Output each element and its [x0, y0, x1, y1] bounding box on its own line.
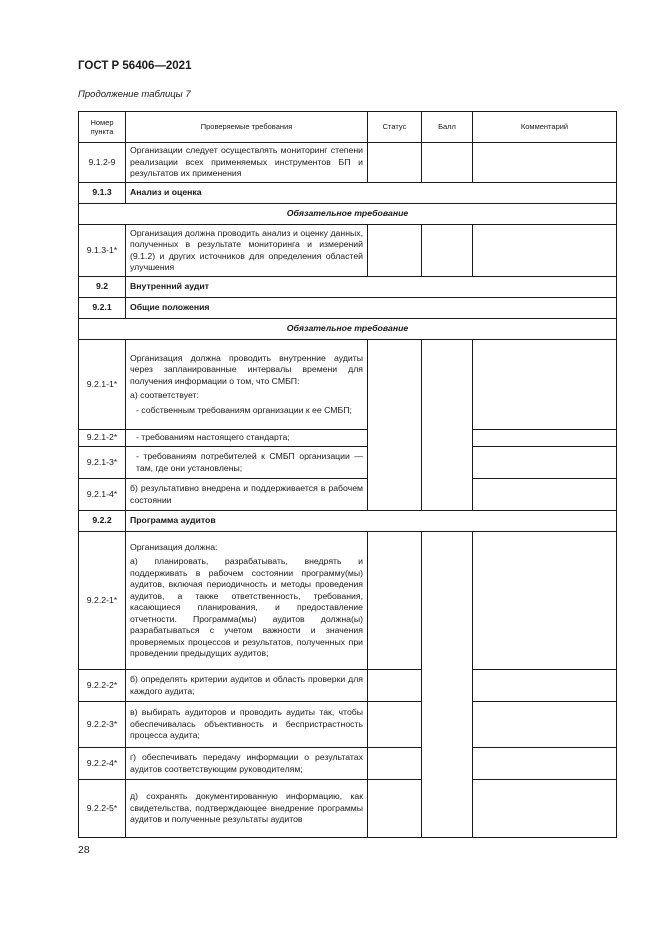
status-cell[interactable] — [368, 748, 422, 780]
table-body — [79, 143, 617, 838]
requirement-text — [126, 670, 368, 702]
requirement-text — [126, 532, 368, 670]
status-cell[interactable] — [368, 702, 422, 748]
requirement-line: д) сохранять документированную информацию, как свидетельства, подтверждающее внедрение программы аудитов и полученные результаты аудитов — [130, 791, 363, 825]
requirement-text — [126, 479, 368, 511]
section-heading: Общие положения — [126, 298, 617, 319]
table-header-row — [79, 112, 617, 143]
table-row — [79, 447, 617, 479]
table-row — [79, 319, 617, 340]
column-header-status: Статус — [368, 112, 422, 143]
requirement-line: Организация должна проводить анализ и оценку данных, полученных в результате мониторинга и измерений (9.1.2) и других источников для определения областей улучшения — [130, 227, 363, 272]
requirement-line: - собственным требованиям организации к ее СМБП; — [136, 404, 352, 415]
clause-number: 9.2.1-3* — [79, 447, 126, 479]
table-row — [79, 204, 617, 225]
table-row — [79, 340, 617, 430]
comment-cell[interactable] — [473, 748, 617, 780]
comment-cell[interactable] — [473, 670, 617, 702]
requirement-line: б) результативно внедрена и поддерживается в рабочем состоянии — [130, 483, 363, 505]
table-row — [79, 143, 617, 183]
requirement-line: а) планировать, разрабатывать, внедрять и поддерживать в рабочем состоянии программу(мы) аудитов, включая периодичность и методы проведения аудитов, а также ответственность, требования, касающиеся планирования, и предоставление отчетности. Программа(мы) аудитов должна(ы) разрабатываться с учетом важности и значения проверяемых процессов и результатов, полученных при проведении предыдущих аудитов; — [130, 556, 363, 658]
table-row — [79, 702, 617, 748]
column-header-comment: Комментарий — [473, 112, 617, 143]
section-heading: Анализ и оценка — [126, 183, 617, 204]
clause-number: 9.2.2-1* — [79, 532, 126, 670]
table-row — [79, 511, 617, 532]
comment-cell[interactable] — [473, 780, 617, 838]
page-number: 28 — [78, 844, 90, 856]
requirement-text — [126, 702, 368, 748]
status-cell[interactable] — [368, 143, 422, 183]
requirement-line: - требованиям настоящего стандарта; — [136, 432, 290, 443]
comment-cell[interactable] — [473, 340, 617, 430]
section-heading: Программа аудитов — [126, 511, 617, 532]
table-row — [79, 225, 617, 277]
requirement-line: Организации следует осуществлять мониторинг степени реализации всех применяемых инструментов БП и результатов их применения — [130, 145, 363, 179]
comment-cell[interactable] — [473, 447, 617, 479]
comment-cell[interactable] — [473, 702, 617, 748]
table-row — [79, 532, 617, 670]
score-cell[interactable] — [422, 340, 473, 511]
status-cell[interactable] — [368, 225, 422, 277]
requirement-text — [126, 780, 368, 838]
score-cell[interactable] — [422, 143, 473, 183]
clause-number: 9.2.1-2* — [79, 430, 126, 447]
table-row — [79, 780, 617, 838]
requirement-line: Организация должна проводить внутренние аудиты через запланированные интервалы времени для получения информации о том, что СМБП: — [130, 352, 363, 386]
table-row — [79, 298, 617, 319]
clause-number: 9.1.3 — [79, 183, 126, 204]
column-header-requirements: Проверяемые требования — [126, 112, 368, 143]
status-cell[interactable] — [368, 670, 422, 702]
requirement-text — [126, 225, 368, 277]
requirement-line: - требованиям потребителей к СМБП организации — там, где они установлены; — [136, 451, 363, 473]
document-code: ГОСТ Р 56406—2021 — [78, 60, 192, 72]
table-row — [79, 430, 617, 447]
table-row — [79, 183, 617, 204]
table-row — [79, 479, 617, 511]
table-row — [79, 748, 617, 780]
column-header-score: Балл — [422, 112, 473, 143]
comment-cell[interactable] — [473, 532, 617, 670]
score-cell[interactable] — [422, 225, 473, 277]
status-cell[interactable] — [368, 780, 422, 838]
comment-cell[interactable] — [473, 479, 617, 511]
mandatory-requirement-label: Обязательное требование — [79, 319, 617, 340]
requirement-line: а) соответствует: — [130, 390, 199, 401]
clause-number: 9.2.2 — [79, 511, 126, 532]
clause-number: 9.2.1-1* — [79, 340, 126, 430]
clause-number: 9.1.2-9 — [79, 143, 126, 183]
requirements-table — [78, 111, 617, 838]
requirement-text — [126, 340, 368, 430]
comment-cell[interactable] — [473, 430, 617, 447]
requirement-line: Организация должна: — [130, 541, 218, 552]
clause-number: 9.1.3-1* — [79, 225, 126, 277]
clause-number: 9.2.1-4* — [79, 479, 126, 511]
table-row — [79, 277, 617, 298]
clause-number: 9.2 — [79, 277, 126, 298]
column-header-number: Номер пункта — [79, 112, 126, 143]
requirement-line: г) обеспечивать передачу информации о результатах аудитов соответствующим руководителям; — [130, 752, 363, 774]
clause-number: 9.2.1 — [79, 298, 126, 319]
requirement-line: б) определять критерии аудитов и область проверки для каждого аудита; — [130, 674, 363, 696]
comment-cell[interactable] — [473, 225, 617, 277]
mandatory-requirement-label: Обязательное требование — [79, 204, 617, 225]
clause-number: 9.2.2-5* — [79, 780, 126, 838]
requirement-text — [126, 447, 368, 479]
requirement-line: в) выбирать аудиторов и проводить аудиты так, чтобы обеспечивалась объективность и беспристрастность процесса аудита; — [130, 707, 363, 741]
status-cell[interactable] — [368, 340, 422, 511]
section-heading: Внутренний аудит — [126, 277, 617, 298]
comment-cell[interactable] — [473, 143, 617, 183]
requirement-text — [126, 430, 368, 447]
table-continuation-caption: Продолжение таблицы 7 — [78, 89, 191, 100]
clause-number: 9.2.2-3* — [79, 702, 126, 748]
clause-number: 9.2.2-2* — [79, 670, 126, 702]
clause-number: 9.2.2-4* — [79, 748, 126, 780]
requirement-text — [126, 748, 368, 780]
status-cell[interactable] — [368, 532, 422, 670]
score-cell[interactable] — [422, 532, 473, 838]
requirement-text — [126, 143, 368, 183]
table-row — [79, 670, 617, 702]
